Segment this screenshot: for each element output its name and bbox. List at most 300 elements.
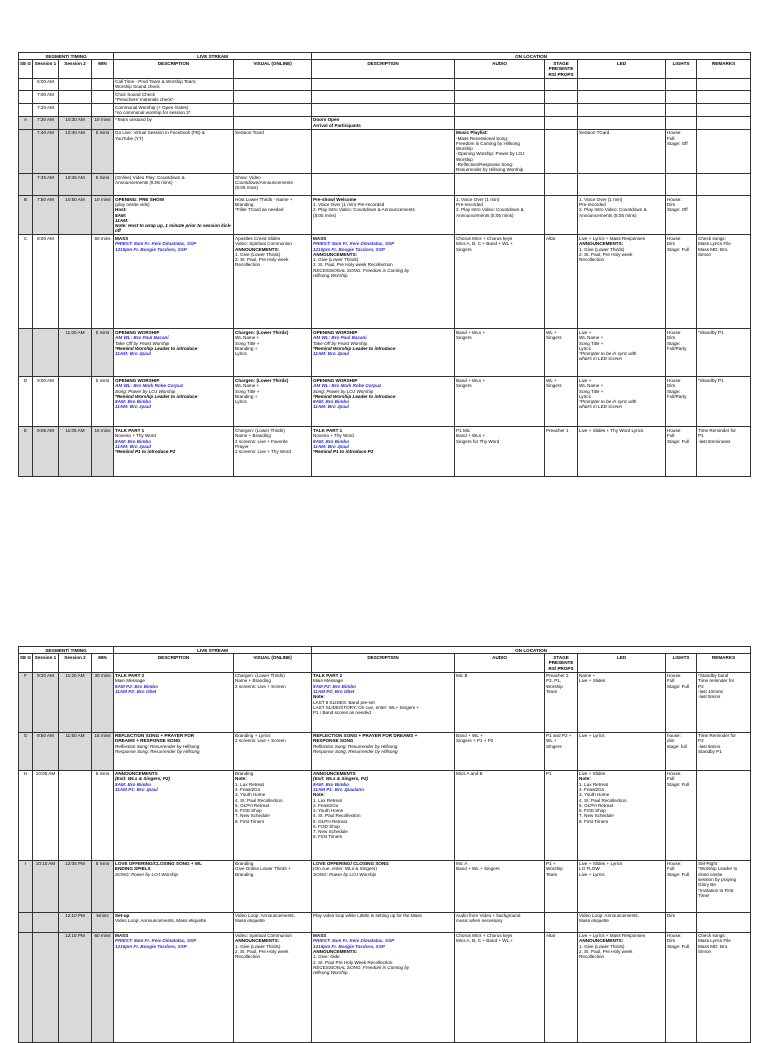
cell-seg: D bbox=[19, 377, 33, 427]
group-header-onlocation: ON LOCATION bbox=[312, 647, 751, 654]
cell-line: Note: bbox=[579, 776, 591, 782]
cell-line: AM WL: Bro Paul Bacani bbox=[313, 335, 367, 341]
cell-line: Mics A and B bbox=[456, 771, 483, 777]
cell-line: 2. Feast2Go bbox=[313, 802, 339, 808]
cell-line: WL + bbox=[546, 377, 557, 383]
cell-line: close onsite bbox=[698, 871, 723, 877]
cell-seg: C bbox=[19, 235, 33, 329]
cell-line: Give Online Lower Thirds + bbox=[235, 866, 291, 872]
cell-line: Name + Branding bbox=[235, 678, 271, 684]
cell-line: Session Tcard bbox=[235, 130, 264, 136]
cell-audio bbox=[455, 174, 545, 196]
cell-line: Full/Party bbox=[667, 345, 687, 351]
cell-led bbox=[578, 91, 666, 104]
cell-stage bbox=[545, 116, 578, 129]
cell-line: Live + Lyrics + Mass Responses bbox=[579, 933, 646, 939]
cell-session2: 12:10 PM bbox=[59, 912, 92, 932]
col-header-seg: SE G bbox=[19, 654, 33, 672]
cell-session1: 9:20 AM bbox=[33, 672, 59, 732]
cell-remarks bbox=[697, 329, 751, 377]
cell-seg bbox=[19, 932, 33, 1042]
cell-line: 2. St. Paul, Pre Holy week Recollection bbox=[313, 262, 393, 268]
cell-line: ANNOUNCEMENTS: bbox=[579, 241, 624, 247]
col-header-audio: AUDIO bbox=[455, 60, 545, 78]
cell-line: P1 + bbox=[546, 861, 556, 867]
cell-line: 2 screens: Live + Favorite bbox=[235, 438, 288, 444]
cell-line: 7. New Schedule bbox=[313, 829, 348, 835]
cell-line: 3. Youth Home bbox=[579, 792, 610, 798]
cell-session2: 11:20 AM bbox=[59, 672, 92, 732]
cell-line: 11AM: Bro Jpaul bbox=[313, 443, 349, 449]
cell-line: OPENING: PRE SHOW bbox=[115, 196, 165, 202]
cell-line: Name + bbox=[579, 673, 596, 679]
table-row bbox=[19, 104, 751, 117]
cell-line: -Opening Worship: Power by LOJ bbox=[456, 151, 525, 157]
cell-onlocation-description bbox=[312, 672, 455, 732]
cell-seg bbox=[19, 104, 33, 117]
cell-remarks bbox=[697, 129, 751, 173]
cell-onlocation-description bbox=[312, 377, 455, 427]
cell-line: Stage: Full bbox=[667, 246, 690, 252]
cell-session2: 12:05 PM bbox=[59, 860, 92, 912]
cell-lights bbox=[666, 329, 697, 377]
cell-lights bbox=[666, 129, 697, 173]
cell-line: Chorus Mics + Chorus keys bbox=[456, 933, 513, 939]
cell-line: 11AM P1: Bro Jpaulann bbox=[313, 786, 365, 792]
cell-line: Full bbox=[667, 135, 675, 141]
cell-visual bbox=[234, 932, 312, 1042]
cell-lights bbox=[666, 732, 697, 770]
cell-line: 1. Give (Lower Thirds) bbox=[313, 257, 359, 263]
cell-line: music when necessary bbox=[456, 918, 503, 924]
cell-line: 7. New Schedule bbox=[579, 813, 614, 819]
cell-line: Mass Lyrics File bbox=[698, 241, 731, 247]
cell-visual bbox=[234, 235, 312, 329]
cell-session2: 12:15 PM bbox=[59, 932, 92, 1042]
cell-visual bbox=[234, 860, 312, 912]
cell-line: Full bbox=[667, 866, 675, 872]
cell-line: Announcements (5:05 mins) bbox=[115, 180, 173, 186]
cell-seg bbox=[19, 912, 33, 932]
cell-min: 30 mins bbox=[92, 672, 114, 732]
cell-line: MASS bbox=[313, 933, 327, 939]
cell-line: Time reminder for bbox=[698, 678, 735, 684]
cell-line: REFLECTION SONG + PRAYER FOR DREAMS + bbox=[313, 733, 418, 739]
cell-line: Video: Spiritual Communion bbox=[235, 933, 292, 939]
cell-min: 5mins bbox=[92, 912, 114, 932]
cell-line: (5:05 mins) bbox=[235, 185, 259, 191]
cell-line: -last 5mins bbox=[698, 743, 721, 749]
cell-line: (play onsite vids) bbox=[115, 202, 150, 208]
group-header-segment: SEGMENT/ TIMING bbox=[19, 53, 114, 60]
cell-livestream-description bbox=[114, 329, 234, 377]
cell-line: MASS bbox=[115, 235, 129, 241]
cell-line: House: bbox=[667, 377, 682, 383]
cell-line: 2. Feast2Go bbox=[579, 786, 605, 792]
cell-audio bbox=[455, 91, 545, 104]
cell-audio bbox=[455, 235, 545, 329]
cell-line: Branding + bbox=[235, 345, 258, 351]
cell-led bbox=[578, 235, 666, 329]
cell-line: Recollection bbox=[579, 954, 605, 960]
cell-line: 11AM: Bro Jpaul bbox=[115, 351, 151, 357]
cell-line: Dim bbox=[667, 913, 676, 919]
cell-line: 6. FOD Shop bbox=[579, 808, 606, 814]
cell-line: Worship bbox=[456, 156, 473, 162]
cell-seg bbox=[19, 174, 33, 196]
group-header-segment: SEGMENT/ TIMING bbox=[19, 647, 114, 654]
cell-line: Stage: Full bbox=[667, 871, 690, 877]
cell-line: WL Name + bbox=[235, 383, 260, 389]
cell-line: Live + Slides bbox=[579, 771, 606, 777]
col-header-visual: VISUAL (ONLINE) bbox=[234, 60, 312, 78]
cell-line: WL Name + bbox=[579, 383, 604, 389]
cell-led bbox=[578, 732, 666, 770]
cell-session2 bbox=[59, 104, 92, 117]
cell-line: 1. Lux Retreat bbox=[235, 781, 264, 787]
cell-line: Pre-recorded bbox=[456, 202, 483, 208]
cell-line: Mic A bbox=[456, 861, 468, 867]
cell-remarks bbox=[697, 932, 751, 1042]
cell-line: LOVE OFFERING/ CLOSING SONG bbox=[313, 861, 389, 867]
cell-onlocation-description bbox=[312, 104, 455, 117]
cell-line: TALK PART 2 bbox=[115, 673, 145, 679]
cell-led bbox=[578, 932, 666, 1042]
cell-line: Note: bbox=[235, 776, 247, 782]
cell-stage bbox=[545, 912, 578, 932]
cell-line: ANNOUNCEMENTS: bbox=[313, 948, 358, 954]
cell-line: Session TCard bbox=[579, 130, 610, 136]
cell-onlocation-description bbox=[312, 860, 455, 912]
cell-line: 8. First Timers bbox=[579, 818, 609, 824]
cell-line: Note: bbox=[313, 694, 325, 700]
cell-line: 8AM: Bro Bimbo bbox=[313, 781, 350, 787]
cell-line: SONG: Power by LOJ Worship bbox=[115, 871, 179, 877]
cell-line: 2. St. Paul Pre Holy Week Recollection bbox=[313, 959, 393, 965]
cell-line: ANNOUNCEMENTS: bbox=[579, 938, 624, 944]
cell-visual bbox=[234, 732, 312, 770]
cell-led bbox=[578, 116, 666, 129]
cell-session1: 7:40 AM bbox=[33, 129, 59, 173]
cell-line: Pre-recorded bbox=[579, 202, 606, 208]
cell-min: 10 mins bbox=[92, 196, 114, 235]
cell-line: House: bbox=[667, 771, 682, 777]
cell-stage bbox=[545, 78, 578, 91]
cell-audio bbox=[455, 732, 545, 770]
table-row bbox=[19, 672, 751, 732]
cell-line: 1. Lux Retreat bbox=[313, 797, 342, 803]
cell-line: 11AM: Bro Jpaul bbox=[115, 404, 151, 410]
cell-line: Response Song: Resurrender by Hillsong bbox=[313, 748, 398, 754]
cell-stage bbox=[545, 235, 578, 329]
cell-line: AM WL: Bro Mark Robe Corpuz bbox=[115, 383, 184, 389]
cell-session1 bbox=[33, 932, 59, 1042]
cell-line: 1215pm Fr. Boogie Tacdoro, SSP bbox=[313, 246, 385, 252]
table-row bbox=[19, 860, 751, 912]
cell-line: 5. OLPH Retreat bbox=[235, 802, 269, 808]
cell-session1: 9:50 AM bbox=[33, 732, 59, 770]
cell-session2: 11:05 AM bbox=[59, 427, 92, 477]
cell-session1: 7:45 AM bbox=[33, 174, 59, 196]
cell-line: 2. Feast2Go bbox=[235, 786, 261, 792]
cell-line: Prayer bbox=[235, 443, 249, 449]
cell-line: AM WL: Bro Paul Bacani bbox=[115, 335, 169, 341]
col-header-onlocation-description: DESCRIPTION bbox=[312, 60, 455, 78]
col-header-session2: Session 2 bbox=[59, 60, 92, 78]
cell-session1: 10:05 AM bbox=[33, 770, 59, 860]
cell-line: Video: Spiritual Communion bbox=[235, 241, 292, 247]
cell-line: 4. St. Paul Recollection bbox=[235, 797, 283, 803]
cell-visual bbox=[234, 104, 312, 117]
cell-line: 4. St. Paul Recollection bbox=[579, 797, 627, 803]
cell-session1: 10:10 AM bbox=[33, 860, 59, 912]
table-row bbox=[19, 78, 751, 91]
cell-line: Host: bbox=[115, 207, 127, 213]
cell-session1: 7:20 AM bbox=[33, 104, 59, 117]
cell-line: Note: Host to wrap up, 1 minute prior to session kick-off bbox=[115, 223, 232, 234]
cell-line: Hillsong Worship bbox=[313, 970, 348, 976]
cell-led bbox=[578, 78, 666, 91]
cell-line: Simon bbox=[698, 251, 712, 257]
cell-audio bbox=[455, 104, 545, 117]
cell-line: Team bbox=[546, 688, 558, 694]
cell-session1: 9:00 AM bbox=[33, 377, 59, 427]
cell-audio bbox=[455, 932, 545, 1042]
table-row bbox=[19, 427, 751, 477]
cell-audio bbox=[455, 912, 545, 932]
cell-line: Full bbox=[667, 433, 675, 439]
group-header-onlocation: ON LOCATION bbox=[312, 53, 751, 60]
cell-onlocation-description bbox=[312, 235, 455, 329]
cell-line: Play video loop while LitMin is setting up for the Mass bbox=[313, 913, 422, 919]
cell-line: PRIEST: 8am Fr. Keiv Dimatatac, SSP bbox=[115, 241, 197, 247]
cell-session2 bbox=[59, 91, 92, 104]
cell-line: 6. FOD Shop bbox=[235, 808, 262, 814]
cell-line: Altar bbox=[546, 933, 556, 939]
cell-line: TALK PART 2 bbox=[313, 673, 343, 679]
cell-line: *Team onstand by bbox=[115, 117, 152, 123]
cell-seg bbox=[19, 91, 33, 104]
cell-line: SM-Right bbox=[698, 861, 718, 867]
cell-line: Resurrender by Hillsong Worship bbox=[456, 167, 524, 173]
cell-visual bbox=[234, 91, 312, 104]
cell-line: 2. Play Intro Video: Countdown & Announcements bbox=[313, 207, 415, 213]
cell-line: Novena + Thy Word bbox=[313, 433, 354, 439]
cell-line: 2. St. Paul, Pre Holy week bbox=[235, 257, 289, 263]
cell-remarks bbox=[697, 104, 751, 117]
cell-seg: G bbox=[19, 732, 33, 770]
cell-line: *Remind Worship Leader to introduce bbox=[313, 345, 396, 351]
cell-line: Band + WL + Singers bbox=[456, 866, 500, 872]
cell-lights bbox=[666, 377, 697, 427]
cell-min: 15 mins bbox=[92, 732, 114, 770]
cell-livestream-description bbox=[114, 78, 234, 91]
cell-line: Band + WLs + bbox=[456, 377, 486, 383]
table-row bbox=[19, 174, 751, 196]
cell-session1: 6:00 AM bbox=[33, 78, 59, 91]
cell-line: *Standby P1 bbox=[698, 329, 724, 335]
cell-line: 8AM: Bro Bimbo bbox=[115, 399, 152, 405]
col-header-onlocation-description: DESCRIPTION bbox=[312, 654, 455, 672]
cell-line: *Worship Leader to bbox=[698, 866, 738, 872]
cell-line: what's in LED screen bbox=[579, 404, 623, 410]
cell-line: P1 Mic bbox=[456, 427, 471, 433]
cell-audio bbox=[455, 116, 545, 129]
cell-line: Time Reminder for bbox=[698, 733, 736, 739]
table-row bbox=[19, 129, 751, 173]
cell-line: Mics A, B, C + Band + WL + bbox=[456, 241, 513, 247]
cell-line: Arrival of Participants bbox=[313, 122, 361, 128]
cell-visual bbox=[234, 129, 312, 173]
cell-line: -last 10mins bbox=[698, 688, 723, 694]
cell-line: Chargen: (Lower Thirds) bbox=[235, 329, 289, 335]
cell-audio bbox=[455, 377, 545, 427]
cell-min: 5 mins bbox=[92, 129, 114, 173]
table-row bbox=[19, 329, 751, 377]
cell-line: Audio from Video + background bbox=[456, 913, 521, 919]
cell-line: Go Live: Virtual Session in Facebook (FB) & bbox=[115, 130, 205, 136]
cell-min: 5 mins bbox=[92, 174, 114, 196]
cell-line: House: bbox=[667, 130, 682, 136]
cell-line: Recollection bbox=[235, 262, 261, 268]
cell-livestream-description bbox=[114, 116, 234, 129]
cell-line: (On cue, enter: WLs & Singers) bbox=[313, 866, 377, 872]
cell-min: 60 mins bbox=[92, 932, 114, 1042]
cell-line: P2 bbox=[698, 738, 704, 744]
cell-line: PRIEST: 8am Fr. Keiv Dimatatac, SSP bbox=[313, 241, 395, 247]
cell-line: (Exit: WLs & Singers, P2) bbox=[115, 776, 170, 782]
cell-onlocation-description bbox=[312, 770, 455, 860]
cell-livestream-description bbox=[114, 174, 234, 196]
cell-livestream-description bbox=[114, 732, 234, 770]
cell-onlocation-description bbox=[312, 912, 455, 932]
cell-lights bbox=[666, 860, 697, 912]
cell-line: Show: Video bbox=[235, 174, 261, 180]
cell-remarks bbox=[697, 427, 751, 477]
cell-line: 3. Youth Home bbox=[313, 808, 344, 814]
col-header-session2: Session 2 bbox=[59, 654, 92, 672]
cell-line: *Remind Worship Leader to introduce bbox=[115, 393, 198, 399]
cell-line: *Standby P1 bbox=[698, 377, 724, 383]
cell-line: Chargen: (Lower Thirds) bbox=[235, 377, 289, 383]
cell-line: house: bbox=[667, 733, 681, 739]
cell-line: Stage: Full bbox=[667, 943, 690, 949]
cell-led bbox=[578, 129, 666, 173]
cell-line: Singers bbox=[546, 743, 562, 749]
cell-remarks bbox=[697, 770, 751, 860]
cell-line: House: bbox=[667, 673, 682, 679]
cell-line: WL Name + bbox=[235, 335, 260, 341]
cell-line: Singers bbox=[456, 335, 472, 341]
cell-line: 4. St. Paul Recollection bbox=[313, 813, 361, 819]
cell-remarks bbox=[697, 235, 751, 329]
cell-line: Altar bbox=[546, 235, 556, 241]
col-header-session1: Session 1 bbox=[33, 60, 59, 78]
cell-line: Mass etiquette bbox=[579, 918, 609, 924]
cell-line: ANNOUNCEMENTS: bbox=[235, 246, 280, 252]
cell-onlocation-description bbox=[312, 78, 455, 91]
cell-line: Simon bbox=[698, 948, 712, 954]
cell-line: 2 screens: Live + Screen bbox=[235, 683, 286, 689]
cell-min bbox=[92, 78, 114, 91]
cell-stage bbox=[545, 174, 578, 196]
cell-seg bbox=[19, 329, 33, 377]
cell-line: Dim bbox=[667, 938, 676, 944]
cell-onlocation-description bbox=[312, 427, 455, 477]
cell-line: Call Time - Prod Team & Worship Team; bbox=[115, 79, 197, 85]
cell-line: *Remind P1 to introduce P2 bbox=[115, 449, 176, 455]
cell-remarks bbox=[697, 91, 751, 104]
cell-session1: 7:50 AM bbox=[33, 196, 59, 235]
cell-line: Communal Worship (+ Open Gates) bbox=[115, 104, 189, 110]
cell-line: -Mass Recessional Song: bbox=[456, 135, 509, 141]
cell-line: P1 / Band scores as needed bbox=[313, 710, 371, 716]
cell-line: Name + Branding bbox=[235, 433, 271, 439]
cell-line: Song Title + bbox=[579, 340, 604, 346]
cell-remarks bbox=[697, 377, 751, 427]
col-header-lights: LIGHTS bbox=[666, 60, 697, 78]
cell-line: Set-up bbox=[115, 913, 130, 919]
cell-session1: 9:05 AM bbox=[33, 427, 59, 477]
cell-session2: 10:50 AM bbox=[59, 196, 92, 235]
cell-onlocation-description bbox=[312, 196, 455, 235]
cell-line: *Prompter to be in-sync with bbox=[579, 351, 637, 357]
cell-line: Mass etiquette bbox=[235, 918, 265, 924]
cell-seg bbox=[19, 78, 33, 91]
cell-line: Timer bbox=[698, 892, 710, 898]
cell-line: OPENING WORSHIP bbox=[115, 329, 160, 335]
cell-session2: 10:45 AM bbox=[59, 174, 92, 196]
cell-line: -last 5mminutes bbox=[698, 438, 731, 444]
cell-led bbox=[578, 672, 666, 732]
cell-remarks bbox=[697, 78, 751, 91]
cell-line: Singers bbox=[546, 383, 562, 389]
cell-livestream-description bbox=[114, 860, 234, 912]
cell-line: WL Name + bbox=[579, 335, 604, 341]
cell-line: Worship bbox=[456, 146, 473, 152]
cell-line: *Prompter to be in-sync with bbox=[579, 399, 637, 405]
cell-stage bbox=[545, 932, 578, 1042]
cell-line: OPENING WORSHIP bbox=[313, 329, 358, 335]
cell-line: 8. First Timers bbox=[235, 818, 265, 824]
cell-line: 1. Give (Lower Thirds) bbox=[235, 251, 281, 257]
cell-seg: H bbox=[19, 770, 33, 860]
cell-line: 8AM: Bro Bimbo bbox=[115, 438, 152, 444]
cell-line: dim bbox=[667, 738, 675, 744]
cell-line: Stage: bbox=[667, 388, 681, 394]
cell-line: Preacher 1 bbox=[546, 427, 569, 433]
cell-session2: 10:40 AM bbox=[59, 129, 92, 173]
table-row bbox=[19, 91, 751, 104]
cell-line: *Remind P1 to introduce P2 bbox=[313, 449, 374, 455]
cell-line: 11AM P2: Bro Obet bbox=[313, 688, 355, 694]
cell-stage bbox=[545, 104, 578, 117]
table-row bbox=[19, 196, 751, 235]
cell-line: 1215pm Fr. Boogie Tacdoro, SSP bbox=[115, 943, 187, 949]
cell-line: 11AM: bbox=[115, 217, 129, 223]
cell-line: Song: Power by LOJ Worship bbox=[313, 388, 374, 394]
cell-livestream-description bbox=[114, 235, 234, 329]
cell-session2 bbox=[59, 377, 92, 427]
cell-line: Video Loop: Announcements, Mass etiquette bbox=[115, 918, 207, 924]
cell-line: 1215pm Fr. Boogie Tacdoro, SSP bbox=[115, 246, 187, 252]
cell-line: Novena + Thy Word bbox=[115, 433, 156, 439]
cell-led bbox=[578, 912, 666, 932]
cell-line: *Remind Worship Leader to introduce bbox=[115, 345, 198, 351]
cell-lights bbox=[666, 91, 697, 104]
col-header-lights: LIGHTS bbox=[666, 654, 697, 672]
cell-led bbox=[578, 174, 666, 196]
